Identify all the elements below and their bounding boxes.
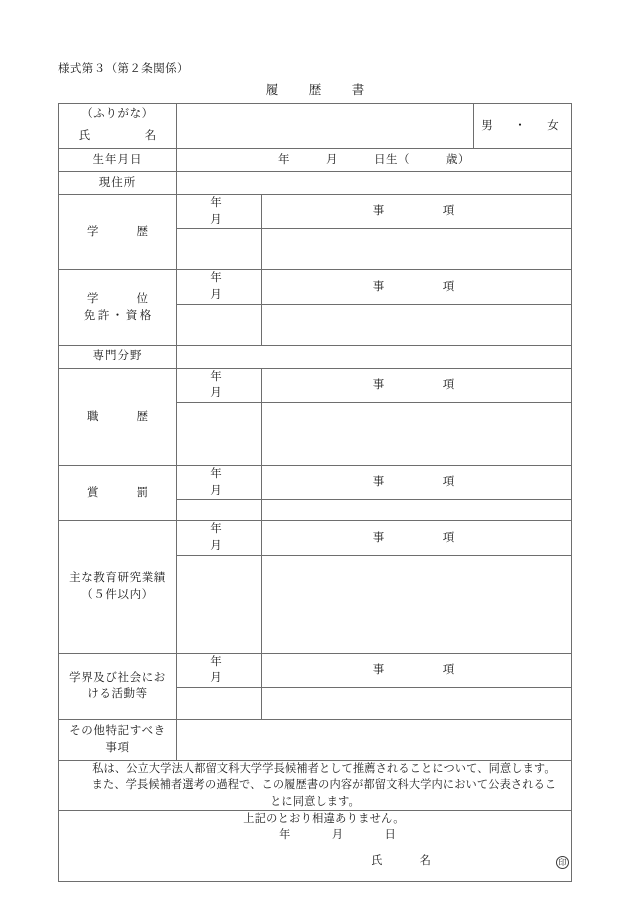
achievements-item-input[interactable] xyxy=(262,555,572,653)
year-month-header-text: 年 月 xyxy=(210,272,281,302)
other-notes-label xyxy=(59,720,177,761)
form-code: 様式第３（第２条関係） xyxy=(58,63,189,75)
birthdate-label xyxy=(59,149,177,172)
education-year-month-input[interactable] xyxy=(177,229,262,270)
birthdate-placeholder-text: 年 月 日生（ 歳） xyxy=(278,153,470,166)
specialty-input-cell[interactable] xyxy=(177,345,572,368)
activities-label-line1: 学界及び社会にお xyxy=(69,671,166,684)
consent-paragraph-2: また、学長候補者選考の過程で、この履歴書の内容が都留文科大学内において公表されるこ xyxy=(91,779,557,792)
table-row-birthdate xyxy=(59,149,572,172)
degree-label-line2: 免許・資格 xyxy=(83,309,154,322)
gender-options: 男 ・ 女 xyxy=(481,119,564,132)
activities-item-input[interactable] xyxy=(262,688,572,720)
specialty-label-text: 専門分野 xyxy=(92,350,143,363)
birthdate-label-text: 生年月日 xyxy=(92,153,143,166)
resume-form-table xyxy=(58,103,572,882)
item-header-text: 事 項 xyxy=(372,476,461,489)
education-item-input[interactable] xyxy=(262,229,572,270)
other-notes-input-cell[interactable] xyxy=(177,720,572,761)
birthdate-input-cell[interactable] xyxy=(177,149,572,172)
consent-statement xyxy=(59,761,572,811)
address-label xyxy=(59,172,177,195)
specialty-label xyxy=(59,345,177,368)
awards-col-header-item xyxy=(262,466,572,500)
degree-col-header-item xyxy=(262,270,572,304)
education-label xyxy=(59,195,177,270)
item-header-text: 事 項 xyxy=(372,531,461,544)
activities-col-header-item xyxy=(262,653,572,687)
education-label-text: 学 歴 xyxy=(87,225,153,238)
gender-cell[interactable] xyxy=(474,104,572,149)
name-input-cell[interactable] xyxy=(177,104,474,149)
work-history-item-input[interactable] xyxy=(262,403,572,466)
table-row-achievements-header xyxy=(59,521,572,555)
education-col-header-item xyxy=(262,195,572,229)
activities-label-line2: ける活動等 xyxy=(87,688,148,701)
work-history-label-text: 職 歴 xyxy=(87,410,153,423)
achievements-year-month-input[interactable] xyxy=(177,555,262,653)
table-row-work-history-header xyxy=(59,368,572,402)
year-month-header-text: 年 月 xyxy=(210,370,281,400)
achievements-label-line1: 主な教育研究業績 xyxy=(69,572,166,585)
degree-label-line1: 学 位 xyxy=(87,292,153,305)
consent-paragraph-1: 私は、公立大学法人都留文科大学学長候補者として推薦されることについて、同意します。 xyxy=(92,763,556,776)
item-header-text: 事 項 xyxy=(372,205,461,218)
degree-year-month-input[interactable] xyxy=(177,304,262,345)
activities-label xyxy=(59,653,177,719)
table-row-consent-statement xyxy=(59,761,572,811)
table-row-address xyxy=(59,172,572,195)
year-month-header-text: 年 月 xyxy=(210,523,281,553)
name-label-text: 氏 名 xyxy=(78,130,162,143)
page-title: 履 歴 書 xyxy=(265,83,374,97)
achievements-col-header-year-month xyxy=(177,521,281,555)
education-col-header-year-month xyxy=(177,195,281,229)
awards-item-input[interactable] xyxy=(262,500,572,521)
signature-date-field[interactable]: 年 月 日 xyxy=(279,829,398,841)
achievements-label-line2: （５件以内） xyxy=(81,589,154,602)
address-label-text: 現住所 xyxy=(98,176,137,189)
signature-name-label: 氏 名 xyxy=(371,855,436,868)
table-row-awards-header xyxy=(59,466,572,500)
work-history-year-month-input[interactable] xyxy=(177,403,262,466)
item-header-text: 事 項 xyxy=(372,280,461,293)
degree-label xyxy=(59,270,177,345)
activities-year-month-input[interactable] xyxy=(177,688,262,720)
table-row-signature xyxy=(59,810,572,881)
table-row-activities-header xyxy=(59,653,572,687)
furigana-label-text: （ふりがな） xyxy=(81,108,154,121)
awards-year-month-input[interactable] xyxy=(177,500,262,521)
seal-icon: 印 xyxy=(556,856,569,869)
degree-item-input[interactable] xyxy=(262,304,572,345)
table-row-specialty xyxy=(59,345,572,368)
declaration-text: 上記のとおり相違ありません。 xyxy=(243,812,405,825)
name-label xyxy=(59,125,177,149)
table-row-furigana xyxy=(59,104,572,126)
signature-block xyxy=(59,810,572,881)
awards-label-text: 賞 罰 xyxy=(87,486,153,499)
activities-col-header-year-month xyxy=(177,653,281,687)
work-history-col-header-item xyxy=(262,368,572,402)
item-header-text: 事 項 xyxy=(372,379,461,392)
achievements-label xyxy=(59,521,177,653)
furigana-label xyxy=(59,104,177,126)
awards-col-header-year-month xyxy=(177,466,281,500)
table-row-education-header xyxy=(59,195,572,229)
awards-label xyxy=(59,466,177,521)
consent-paragraph-3: とに同意します。 xyxy=(270,795,360,808)
achievements-col-header-item xyxy=(262,521,572,555)
table-row-other-notes xyxy=(59,720,572,761)
degree-col-header-year-month xyxy=(177,270,281,304)
other-notes-label-line1: その他特記すべき xyxy=(69,725,166,738)
work-history-col-header-year-month xyxy=(177,368,281,402)
other-notes-label-line2: 事項 xyxy=(105,742,130,755)
work-history-label xyxy=(59,368,177,465)
year-month-header-text: 年 月 xyxy=(210,468,281,497)
table-row-degree-header xyxy=(59,270,572,304)
address-input-cell[interactable] xyxy=(177,172,572,195)
year-month-header-text: 年 月 xyxy=(210,655,281,685)
year-month-header-text: 年 月 xyxy=(210,197,281,226)
signature-name-row xyxy=(59,853,571,869)
item-header-text: 事 項 xyxy=(372,664,461,677)
